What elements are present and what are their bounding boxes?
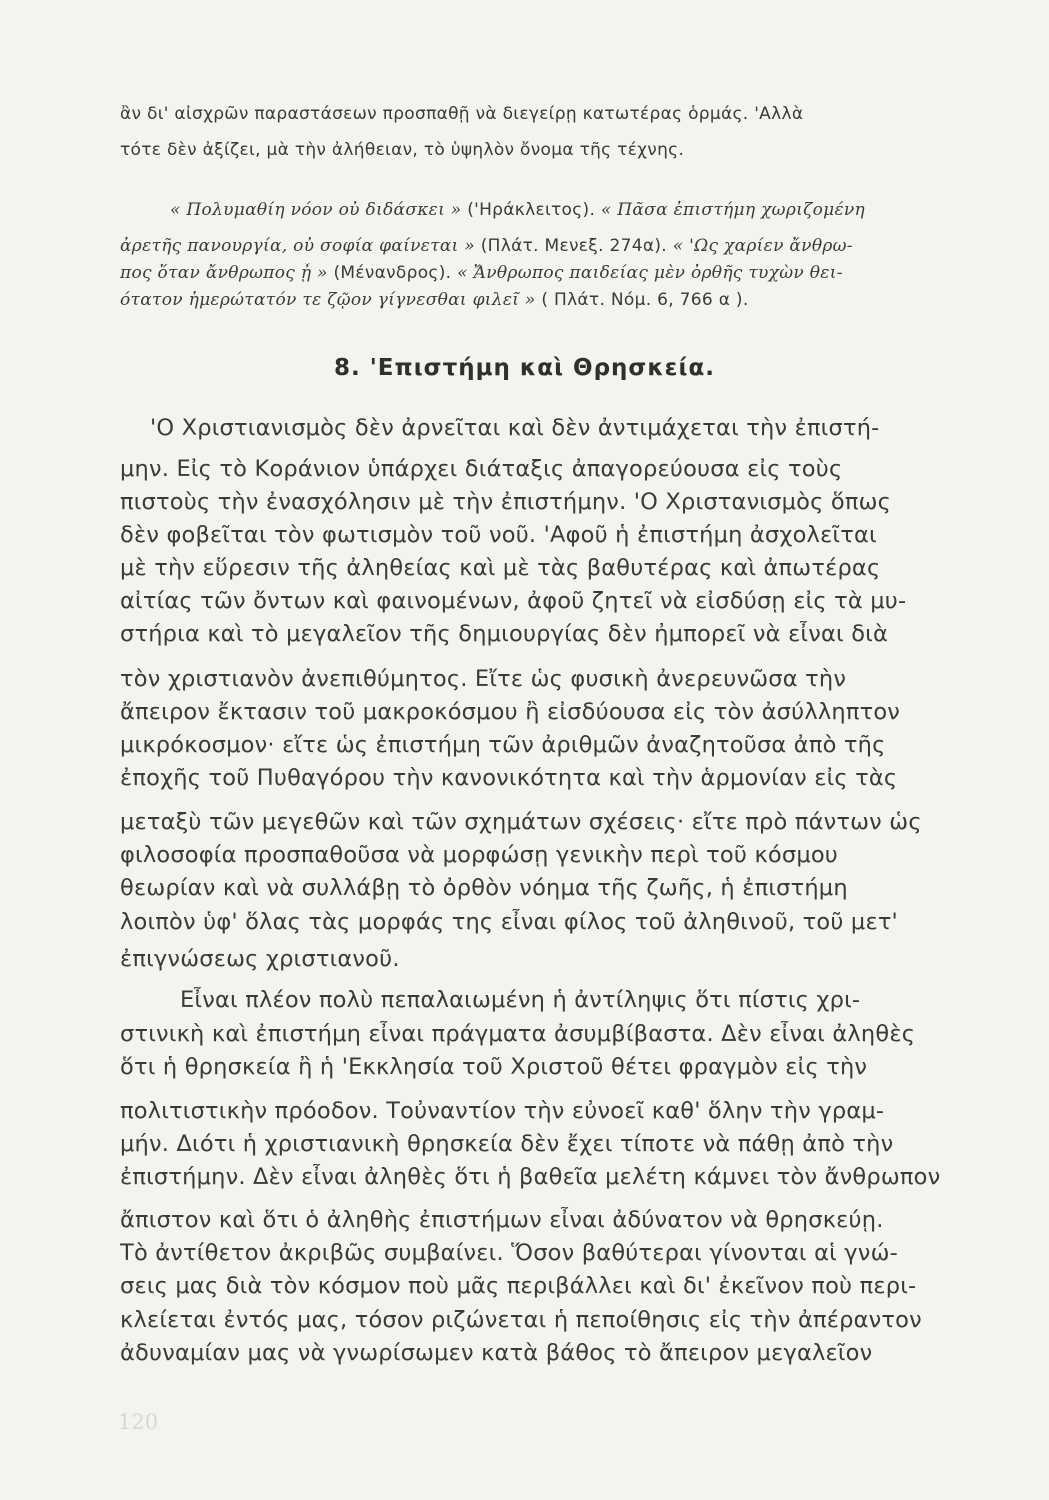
quote-menander-b: πος ὅταν ἄνθρωπος ᾖ »: [120, 263, 328, 283]
body-line-7: στήρια καὶ τὸ μεγαλεῖον τῆς δημιουργίας δὲν ἠμπορεῖ νὰ εἶναι διὰ: [120, 621, 889, 647]
quote-line-4: [120, 290, 980, 310]
source-plato-menex: (Πλάτ. Μενεξ. 274α).: [480, 236, 667, 256]
body-line-6: αἰτίας τῶν ὄντων καὶ φαινομένων, ἀφοῦ ζητεῖ νὰ εἰσδύσῃ εἰς τὰ μυ-: [120, 588, 907, 614]
quote-line-2: [120, 236, 980, 256]
body-line-24: Τὸ ἀντίθετον ἀκριβῶς συμβαίνει. Ὅσον βαθύτεραι γίνονται αἱ γνώ-: [120, 1240, 898, 1266]
source-heraclitus: ('Ηράκλειτος).: [467, 200, 596, 220]
body-line-5: μὲ τὴν εὕρεσιν τῆς ἀληθείας καὶ μὲ τὰς βαθυτέρας καὶ ἀπωτέρας: [120, 555, 881, 581]
body-line-13: φιλοσοφία προσπαθοῦσα νὰ μορφώσῃ γενικὴν περὶ τοῦ κόσμου: [120, 842, 839, 868]
body-line-25: σεις μας διὰ τὸν κόσμον ποὺ μᾶς περιβάλλει καὶ δι' ἐκεῖνον ποὺ περι-: [120, 1273, 917, 1299]
body-line-1: 'Ο Χριστιανισμὸς δὲν ἀρνεῖται καὶ δὲν ἀντιμάχεται τὴν ἐπιστή-: [150, 415, 880, 441]
quote-line-3: [120, 263, 980, 283]
body-line-14: θεωρίαν καὶ νὰ συλλάβῃ τὸ ὀρθὸν νόημα τῆς ζωῆς, ἡ ἐπιστήμη: [120, 875, 848, 901]
quote-plato-1a: « Πᾶσα ἐπιστήμη χωριζομένη: [600, 200, 866, 220]
quote-menander-a: « 'Ως χαρίεν ἄνθρω-: [672, 236, 853, 256]
page-number: 120: [118, 1410, 159, 1434]
body-line-23: ἄπιστον καὶ ὅτι ὁ ἀληθὴς ἐπιστήμων εἶναι ἀδύνατον νὰ θρησκεύῃ.: [120, 1207, 884, 1233]
source-menander: (Μένανδρος).: [333, 263, 452, 283]
body-line-27: ἀδυναμίαν μας νὰ γνωρίσωμεν κατὰ βάθος τὸ ἄπειρον μεγαλεῖον: [120, 1340, 873, 1366]
quote-line-1: [170, 200, 980, 220]
top-line-1: ἂν δι' αἰσχρῶν παραστάσεων προσπαθῇ νὰ διεγείρῃ κατωτέρας ὁρμάς. 'Αλλὰ: [120, 104, 804, 124]
body-line-18: στινικὴ καὶ ἐπιστήμη εἶναι πράγματα ἀσυμβίβαστα. Δὲν εἶναι ἀληθὲς: [120, 1021, 916, 1047]
body-line-2: μην. Εἰς τὸ Κοράνιον ὑπάρχει διάταξις ἀπαγορεύουσα εἰς τοὺς: [120, 456, 843, 482]
quote-plato-2b: ότατον ἡμερώτατόν τε ζῷον γίγνεσθαι φιλεῖ »: [120, 290, 536, 310]
source-plato-laws: ( Πλάτ. Νόμ. 6, 766 α ).: [541, 290, 749, 310]
body-line-20: πολιτιστικὴν πρόοδον. Τοὐναντίον τὴν εὐνοεῖ καθ' ὅλην τὴν γραμ-: [120, 1098, 885, 1124]
section-heading: 8. 'Επιστήμη καὶ Θρησκεία.: [334, 355, 715, 381]
body-line-11: ἐποχῆς τοῦ Πυθαγόρου τὴν κανονικότητα καὶ τὴν ἁρμονίαν εἰς τὰς: [120, 765, 898, 791]
body-line-3: πιστοὺς τὴν ἐνασχόλησιν μὲ τὴν ἐπιστήμην. 'Ο Χριστανισμὸς ὅπως: [120, 489, 892, 515]
body-line-12: μεταξὺ τῶν μεγεθῶν καὶ τῶν σχημάτων σχέσεις· εἴτε πρὸ πάντων ὡς: [120, 809, 922, 835]
quote-plato-1b: ἀρετῆς πανουργία, οὐ σοφία φαίνεται »: [120, 236, 476, 256]
top-line-2: τότε δὲν ἀξίζει, μὰ τὴν ἀλήθειαν, τὸ ὑψηλὸν ὄνομα τῆς τέχνης.: [120, 140, 685, 160]
body-line-4: δὲν φοβεῖται τὸν φωτισμὸν τοῦ νοῦ. 'Αφοῦ ἡ ἐπιστήμη ἀσχολεῖται: [120, 522, 877, 548]
body-line-26: κλείεται ἐντός μας, τόσον ριζώνεται ἡ πεποίθησις εἰς τὴν ἀπέραντον: [120, 1307, 922, 1333]
body-line-17: Εἶναι πλέον πολὺ πεπαλαιωμένη ἡ ἀντίληψις ὅτι πίστις χρι-: [180, 987, 861, 1013]
body-line-10: μικρόκοσμον· εἴτε ὡς ἐπιστήμη τῶν ἀριθμῶν ἀναζητοῦσα ἀπὸ τῆς: [120, 732, 886, 758]
body-line-8: τὸν χριστιανὸν ἀνεπιθύμητος. Εἴτε ὡς φυσικὴ ἀνερευνῶσα τὴν: [120, 666, 847, 692]
body-line-21: μήν. Διότι ἡ χριστιανικὴ θρησκεία δὲν ἔχει τίποτε νὰ πάθῃ ἀπὸ τὴν: [120, 1131, 894, 1157]
body-line-22: ἐπιστήμην. Δὲν εἶναι ἀληθὲς ὅτι ἡ βαθεῖα μελέτη κάμνει τὸν ἄνθρωπον: [120, 1164, 941, 1190]
body-line-19: ὅτι ἡ θρησκεία ἢ ἡ 'Εκκλησία τοῦ Χριστοῦ θέτει φραγμὸν εἰς τὴν: [120, 1054, 868, 1080]
body-line-15: λοιπὸν ὑφ' ὅλας τὰς μορφάς της εἶναι φίλος τοῦ ἀληθινοῦ, τοῦ μετ': [120, 909, 898, 935]
quote-heraclitus: « Πολυμαθίη νόον οὐ διδάσκει »: [170, 200, 462, 220]
body-line-16: ἐπιγνώσεως χριστιανοῦ.: [120, 946, 400, 972]
body-line-9: ἄπειρον ἔκτασιν τοῦ μακροκόσμου ἢ εἰσδύουσα εἰς τὸν ἀσύλληπτον: [120, 699, 901, 725]
quote-plato-2a: « Ἄνθρωπος παιδείας μὲν ὀρθῆς τυχὼν θει-: [457, 263, 843, 283]
